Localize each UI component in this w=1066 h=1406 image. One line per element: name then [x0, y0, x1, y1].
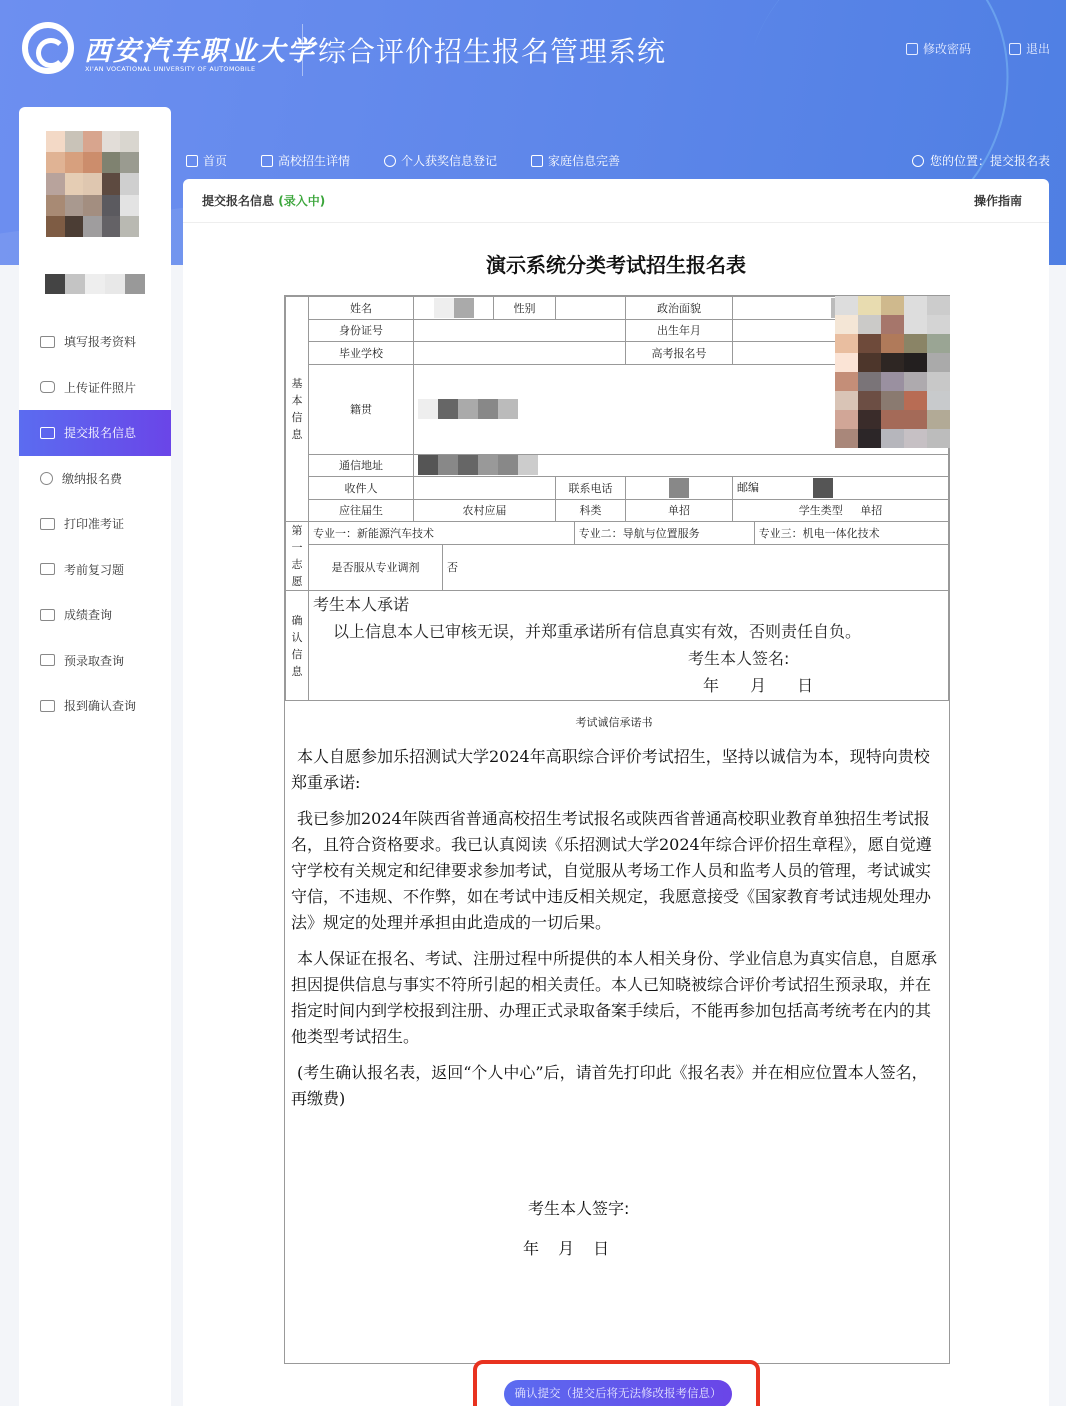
- sidebar-item-label: 预录取查询: [64, 653, 125, 668]
- value-adjust: 否: [443, 544, 949, 590]
- value-phone: [626, 477, 733, 500]
- checklist-icon: [40, 700, 55, 712]
- sidebar-item-submit-info[interactable]: [19, 410, 171, 456]
- document-icon: [261, 155, 273, 167]
- label-id-number: 身份证号: [309, 319, 414, 342]
- form-title: [183, 249, 1049, 278]
- label-recipient: 收件人: [309, 477, 414, 500]
- label-exam-reg-no: 高考报名号: [626, 342, 733, 365]
- nav-family-info[interactable]: [531, 152, 620, 169]
- sidebar-item-upload-photo[interactable]: [19, 365, 171, 411]
- value-id-number: [414, 319, 626, 342]
- nav-label: 首页: [203, 154, 228, 168]
- value-address: [414, 454, 949, 477]
- location-label: 您的位置：提交报名表: [929, 154, 1050, 168]
- oath-paragraph: (考生确认报名表，返回“个人中心”后，请首先打印此《报名表》并在相应位置本人签名，再缴费): [291, 1063, 928, 1108]
- pledge-sign: 考生本人签名:: [688, 649, 790, 668]
- change-password-link[interactable]: [906, 40, 971, 57]
- logout-link[interactable]: [1009, 40, 1050, 57]
- pledge-title: 考生本人承诺: [313, 595, 410, 614]
- logout-label: 退出: [1025, 42, 1050, 56]
- label-postcode: 邮编: [737, 480, 759, 494]
- main-panel: [183, 179, 1049, 1406]
- nav-label: 个人获奖信息登记: [401, 154, 498, 168]
- home-icon: [186, 155, 198, 167]
- status-badge: (录入中): [278, 194, 326, 208]
- oath-sign: 考生本人签字:: [528, 1199, 630, 1218]
- user-icon: [384, 155, 396, 167]
- value-subject-type: 单招: [626, 499, 733, 522]
- search-doc-icon: [40, 609, 55, 621]
- inbox-icon: [40, 654, 55, 666]
- confirm-submit-button[interactable]: 确认提交（提交后将无法修改报考信息）: [504, 1380, 732, 1406]
- sidebar-item-checkin-query[interactable]: [19, 683, 171, 729]
- sidebar-item-pre-admission[interactable]: [19, 638, 171, 684]
- label-student-type: 学生类型: [798, 504, 843, 518]
- logout-icon: [1009, 43, 1021, 55]
- preference-table: [285, 521, 949, 701]
- section-title: 提交报名信息: [202, 194, 275, 208]
- yuan-icon: [40, 472, 53, 485]
- sidebar-item-label: 提交报名信息: [64, 426, 137, 441]
- sidebar-item-label: 缴纳报名费: [62, 471, 123, 486]
- label-gender: 性别: [494, 297, 556, 320]
- system-title: 综合评价招生报名管理系统: [318, 35, 667, 68]
- major-two: 专业二：导航与位置服务: [574, 522, 754, 545]
- id-card-icon: [40, 336, 55, 348]
- sidebar-item-fill-info[interactable]: [19, 319, 171, 365]
- guide-link[interactable]: 操作指南: [973, 194, 1022, 208]
- label-graduate-school: 毕业学校: [309, 342, 414, 365]
- sidebar-item-review-questions[interactable]: [19, 547, 171, 593]
- logo-mark-icon: [22, 22, 74, 74]
- sidebar-item-label: 成绩查询: [64, 608, 113, 623]
- label-political-status: 政治面貌: [626, 297, 733, 320]
- nav-label: 家庭信息完善: [548, 154, 621, 168]
- sidebar-item-print-ticket[interactable]: [19, 501, 171, 547]
- major-three: 专业三：机电一体化技术: [754, 522, 948, 545]
- sidebar-item-label: 填写报考资料: [64, 335, 137, 350]
- nav-admission-details[interactable]: [261, 152, 350, 169]
- oath-date: 年 月 日: [523, 1239, 610, 1258]
- label-address: 通信地址: [309, 454, 414, 477]
- nav-awards[interactable]: [384, 152, 497, 169]
- label-graduate-type: 应往届生: [309, 499, 414, 522]
- pledge-date: 年 月 日: [703, 676, 814, 695]
- label-subject-type: 科类: [556, 499, 626, 522]
- avatar: [46, 131, 139, 237]
- breadcrumb: [912, 152, 1050, 169]
- logo-divider: [302, 24, 303, 76]
- panel-header: [183, 179, 1049, 223]
- top-links: [906, 40, 1050, 57]
- school-name-cn: 西安汽车职业大学: [84, 35, 316, 67]
- student-type-cell: [733, 499, 949, 522]
- value-graduate-type: 农村应届: [414, 499, 556, 522]
- label-phone: 联系电话: [556, 477, 626, 500]
- top-nav: [186, 152, 620, 169]
- sidebar-item-label: 打印准考证: [64, 517, 125, 532]
- preference-label: 第一志愿: [286, 522, 309, 591]
- form-title-text: 演示系统分类考试招生报名表: [486, 253, 746, 277]
- pledge-text: 以上信息本人已审核无误，并郑重承诺所有信息真实有效，否则责任自负。: [333, 622, 862, 641]
- id-photo-redacted: [835, 296, 950, 448]
- user-location-icon: [912, 155, 924, 167]
- value-name: [414, 297, 494, 320]
- nav-label: 高校招生详情: [278, 154, 351, 168]
- school-logo: [22, 22, 316, 74]
- pledge-cell: [309, 591, 949, 701]
- user-name-redacted: [45, 274, 145, 294]
- postcode-cell: [733, 477, 949, 500]
- change-password-label: 修改密码: [922, 42, 971, 56]
- nav-home[interactable]: [186, 152, 227, 169]
- printer-icon: [40, 518, 55, 530]
- basic-info-label: 基本信息: [286, 297, 309, 522]
- sidebar-item-label: 报到确认查询: [64, 699, 137, 714]
- sidebar-item-pay-fee[interactable]: [19, 456, 171, 502]
- value-graduate-school: [414, 342, 626, 365]
- edit-icon: [906, 43, 918, 55]
- folder-icon: [40, 563, 55, 575]
- registration-sheet: [284, 295, 950, 1364]
- label-birth-date: 出生年月: [626, 319, 733, 342]
- oath-paragraph: 我已参加2024年陕西省普通高校招生考试报名或陕西省普通高校职业教育单独招生考试报名，且符合资格要求。我已认真阅读《乐招测试大学2024年综合评价招生章程》，愿自觉遵守学校有关规定和纪律要求参加考试，自觉服从考场工作人员和监考人员的管理，考试诚实守信，不违规、不作弊，如在考试中违反相关规定，我愿意接受《国家教育考试违规处理办法》规定的处理并承担由此造成的一切后果。: [291, 809, 932, 932]
- sidebar: [19, 107, 171, 1406]
- sidebar-menu: [19, 319, 171, 729]
- value-student-type: 单招: [860, 504, 883, 518]
- form-icon: [40, 427, 55, 439]
- value-gender: [556, 297, 626, 320]
- oath-paragraph: 本人保证在报名、考试、注册过程中所提供的本人相关身份、学业信息为真实信息，自愿承担因提供信息与事实不符所引起的相关责任。本人已知晓被综合评价考试招生预录取，并在指定时间内到学校报到注册、办理正式录取备案手续后，不能再参加包括高考统考在内的其他类型考试招生。: [291, 949, 938, 1046]
- sidebar-item-label: 上传证件照片: [64, 380, 137, 395]
- value-recipient: [414, 477, 556, 500]
- label-name: 姓名: [309, 297, 414, 320]
- label-native-place: 籍贯: [309, 364, 414, 454]
- school-name-en: XI'AN VOCATIONAL UNIVERSITY OF AUTOMOBILE: [85, 65, 256, 73]
- oath-title: 考试诚信承诺书: [575, 716, 653, 729]
- oath-paragraph: 本人自愿参加乐招测试大学2024年高职综合评价考试招生，坚持以诚信为本，现特向贵校郑重承诺:: [291, 747, 930, 792]
- sidebar-item-score-query[interactable]: [19, 592, 171, 638]
- confirm-label: 确认信息: [286, 591, 309, 701]
- major-one: 专业一：新能源汽车技术: [309, 522, 575, 545]
- label-adjust: 是否服从专业调剂: [309, 544, 443, 590]
- camera-icon: [40, 381, 55, 393]
- family-icon: [531, 155, 543, 167]
- sidebar-item-label: 考前复习题: [64, 562, 125, 577]
- integrity-pledge: [285, 698, 949, 1112]
